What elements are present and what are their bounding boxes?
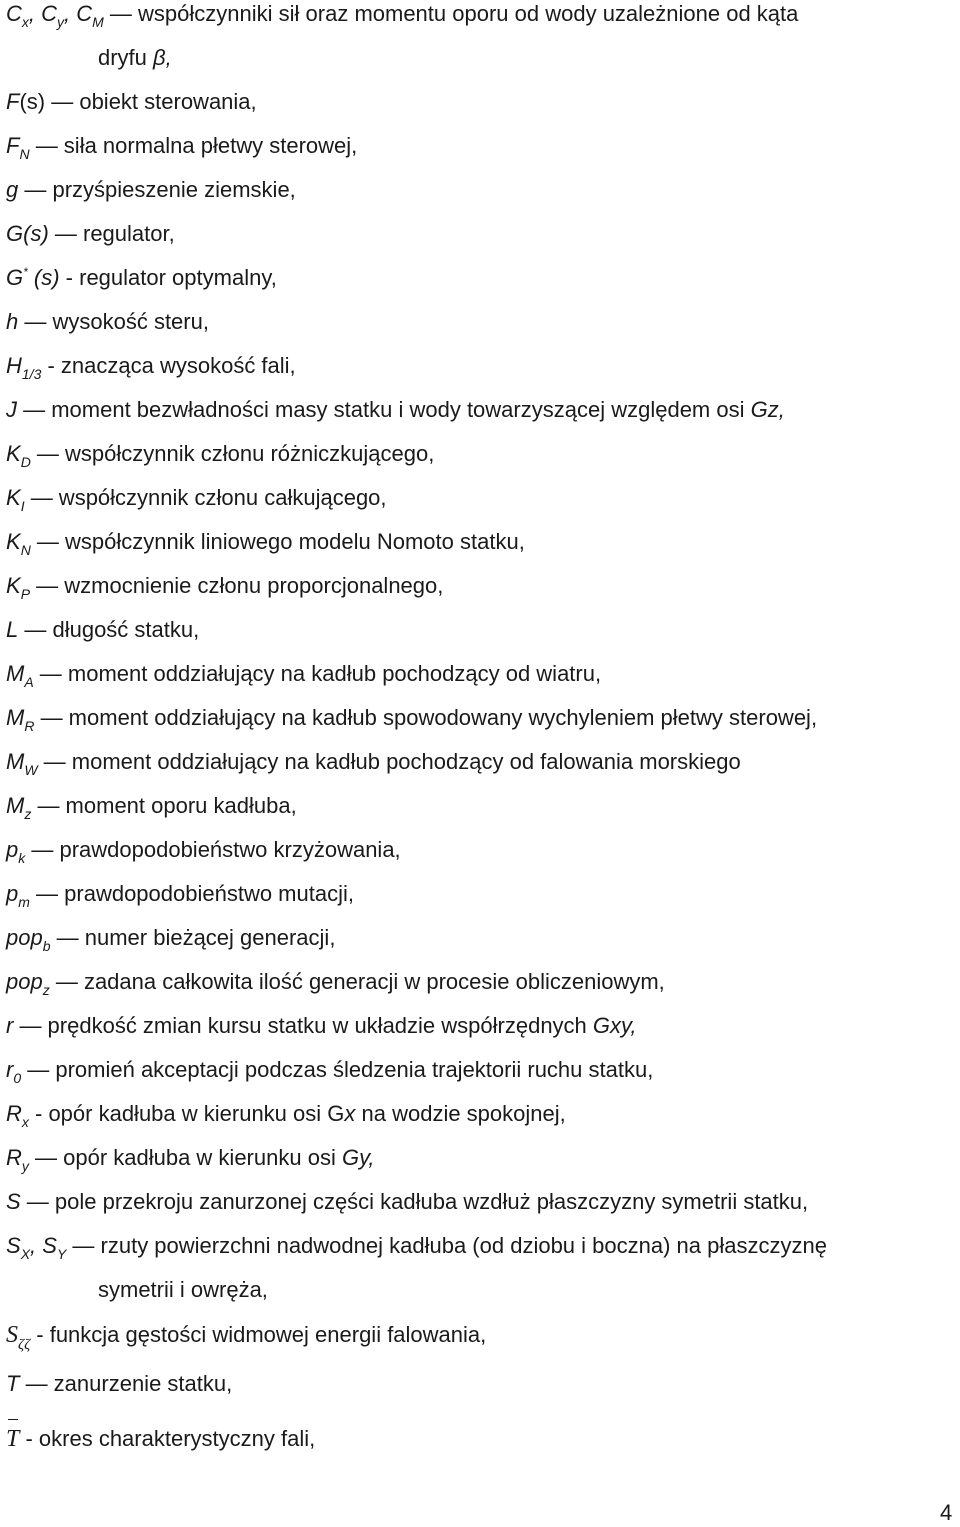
description: — zadana całkowita ilość generacji w procesie obliczeniowym,: [49, 969, 665, 994]
symbol-subscript: 1/3: [21, 366, 42, 382]
nomenclature-entry: [6, 399, 785, 421]
symbol-subscript: X: [20, 1246, 31, 1262]
symbol-separator: ,: [30, 1233, 43, 1258]
description: — wzmocnienie członu proporcjonalnego,: [30, 573, 444, 598]
symbol: C: [76, 1, 93, 26]
symbol: R: [6, 1145, 22, 1170]
symbol-subscript: y: [21, 1158, 29, 1174]
description: — regulator,: [48, 221, 175, 246]
symbol-subscript: z: [42, 982, 50, 998]
symbol-subscript: A: [24, 674, 34, 690]
description: na wodzie spokojnej,: [355, 1101, 566, 1126]
nomenclature-entry: [6, 705, 818, 734]
nomenclature-entry: [6, 311, 209, 333]
nomenclature-entry: [6, 661, 602, 690]
description: - regulator optymalny,: [59, 265, 277, 290]
symbol: h: [6, 309, 19, 334]
symbol: H: [6, 353, 22, 378]
nomenclature-entry: [6, 133, 358, 162]
nomenclature-entry: [98, 1279, 268, 1301]
nomenclature-entry: [6, 925, 336, 954]
nomenclature-entry: [6, 969, 665, 998]
symbol: J: [6, 397, 17, 422]
nomenclature-entry: [6, 881, 354, 910]
description: — zanurzenie statku,: [19, 1371, 233, 1396]
nomenclature-entry: [6, 1145, 375, 1174]
symbol: p: [6, 837, 19, 862]
symbol: r: [6, 1057, 14, 1082]
symbol-with-overbar: [6, 1427, 19, 1451]
symbol: M: [6, 661, 25, 686]
symbol: Gz,: [750, 397, 785, 422]
symbol-subscript: y: [57, 14, 65, 30]
continuation-text: dryfu: [98, 45, 154, 70]
symbol: M: [6, 793, 25, 818]
symbol: M: [6, 705, 25, 730]
symbol: R: [6, 1101, 22, 1126]
description: — pole przekroju zanurzonej części kadłuba wzdłuż płaszczyzny symetrii statku,: [20, 1189, 809, 1214]
nomenclature-entry: [6, 1, 799, 30]
nomenclature-entry: [6, 1015, 637, 1037]
continuation-text: symetrii i owręża,: [98, 1277, 268, 1302]
description: — długość statku,: [18, 617, 200, 642]
symbol-subscript: M: [92, 14, 104, 30]
symbol: p: [6, 881, 19, 906]
beta-symbol: β,: [153, 45, 172, 70]
symbol: r: [6, 1013, 14, 1038]
nomenclature-entry: [6, 91, 257, 113]
description: — prędkość zmian kursu statku w układzie współrzędnych: [13, 1013, 593, 1038]
nomenclature-entry: [6, 441, 435, 470]
description: — moment oddziałujący na kadłub pochodzący od falowania morskiego: [37, 749, 741, 774]
symbol-subscript: z: [24, 806, 32, 822]
symbol: S: [42, 1233, 57, 1258]
symbol-subscript: 0: [13, 1070, 22, 1086]
description: — współczynnik członu całkującego,: [24, 485, 387, 510]
symbol: S: [6, 1233, 21, 1258]
nomenclature-entry: [98, 47, 172, 69]
description: — współczynniki sił oraz momentu oporu od wody uzależnione od kąta: [103, 1, 799, 26]
description: - opór kadłuba w kierunku osi G: [28, 1101, 345, 1126]
description: — prawdopodobieństwo krzyżowania,: [25, 837, 401, 862]
symbol-subscript: N: [19, 146, 30, 162]
symbol-subscript: I: [20, 498, 25, 514]
nomenclature-entry: [6, 1191, 808, 1213]
overbar: [8, 1419, 18, 1420]
symbol: S: [6, 1322, 18, 1348]
description: — moment bezwładności masy statku i wody towarzyszącej względem osi: [17, 397, 751, 422]
nomenclature-entry: [6, 1373, 232, 1395]
symbol-superscript: *: [23, 265, 28, 279]
nomenclature-entry: [6, 793, 297, 822]
nomenclature-entry: [6, 179, 296, 201]
nomenclature-entry: [6, 353, 296, 382]
symbol: pop: [6, 969, 43, 994]
description: — moment oporu kadłuba,: [31, 793, 297, 818]
symbol-subscript: N: [20, 542, 31, 558]
symbol-subscript: P: [20, 586, 31, 602]
description: — moment oddziałujący na kadłub spowodowany wychyleniem płetwy sterowej,: [34, 705, 818, 730]
nomenclature-entry: [6, 1057, 654, 1086]
symbol-subscript: Y: [56, 1246, 67, 1262]
symbol: L: [6, 617, 19, 642]
symbol-subscript: R: [24, 718, 35, 734]
nomenclature-entry: [6, 223, 175, 245]
description: — moment oddziałujący na kadłub pochodzący od wiatru,: [33, 661, 602, 686]
symbol: T: [6, 1426, 20, 1452]
symbol: g: [6, 177, 19, 202]
symbol-subscript: D: [20, 454, 31, 470]
page-number: 4: [940, 1500, 953, 1525]
symbol: M: [6, 749, 25, 774]
symbol: S: [6, 1189, 21, 1214]
symbol-subscript: m: [18, 894, 30, 910]
description: - znacząca wysokość fali,: [41, 353, 296, 378]
nomenclature-entry: [6, 749, 741, 778]
description: — współczynnik liniowego modelu Nomoto statku,: [30, 529, 525, 554]
symbol: F: [6, 89, 20, 114]
symbol-subscript: ζζ: [18, 1337, 31, 1353]
nomenclature-entry: [6, 619, 199, 641]
symbol: G: [6, 265, 24, 290]
symbol-subscript: x: [21, 1114, 29, 1130]
description: (s) — obiekt sterowania,: [19, 89, 257, 114]
symbol: C: [6, 1, 22, 26]
description: — siła normalna płetwy sterowej,: [29, 133, 358, 158]
symbol: Gxy,: [592, 1013, 637, 1038]
symbol: F: [6, 133, 20, 158]
description: — prawdopodobieństwo mutacji,: [29, 881, 354, 906]
nomenclature-entry: [6, 1322, 487, 1353]
symbol-separator: ,: [64, 1, 77, 26]
description: — promień akceptacji podczas śledzenia trajektorii ruchu statku,: [21, 1057, 654, 1082]
symbol: K: [6, 573, 21, 598]
symbol: K: [6, 485, 21, 510]
description: - okres charakterystyczny fali,: [19, 1426, 316, 1451]
symbol-subscript: W: [24, 762, 38, 778]
description: — numer bieżącej generacji,: [50, 925, 336, 950]
symbol: T: [6, 1371, 20, 1396]
symbol: (s): [27, 265, 60, 290]
symbol-subscript: b: [42, 938, 51, 954]
description: — przyśpieszenie ziemskie,: [18, 177, 296, 202]
symbol: pop: [6, 925, 43, 950]
symbol-subscript: x: [21, 14, 29, 30]
symbol: G(s): [6, 221, 49, 246]
symbol-separator: ,: [28, 1, 42, 26]
nomenclature-entry: [6, 1101, 566, 1130]
symbol: Gy,: [341, 1145, 375, 1170]
description: — wysokość steru,: [18, 309, 209, 334]
nomenclature-entry: [6, 529, 525, 558]
symbol: K: [6, 441, 21, 466]
description: — opór kadłuba w kierunku osi: [28, 1145, 342, 1170]
description: — współczynnik członu różniczkującego,: [30, 441, 435, 466]
nomenclature-entry: [6, 267, 277, 289]
nomenclature-entry: [6, 1233, 827, 1262]
nomenclature-entry: [6, 1427, 315, 1451]
description: — rzuty powierzchni nadwodnej kadłuba (od dziobu i boczna) na płaszczyznę: [66, 1233, 827, 1258]
symbol-subscript: k: [18, 850, 26, 866]
symbol: x: [344, 1101, 356, 1126]
symbol: K: [6, 529, 21, 554]
nomenclature-entry: [6, 837, 401, 866]
description: - funkcja gęstości widmowej energii falowania,: [30, 1322, 487, 1347]
symbol: C: [41, 1, 58, 26]
nomenclature-entry: [6, 573, 444, 602]
nomenclature-entry: [6, 485, 387, 514]
